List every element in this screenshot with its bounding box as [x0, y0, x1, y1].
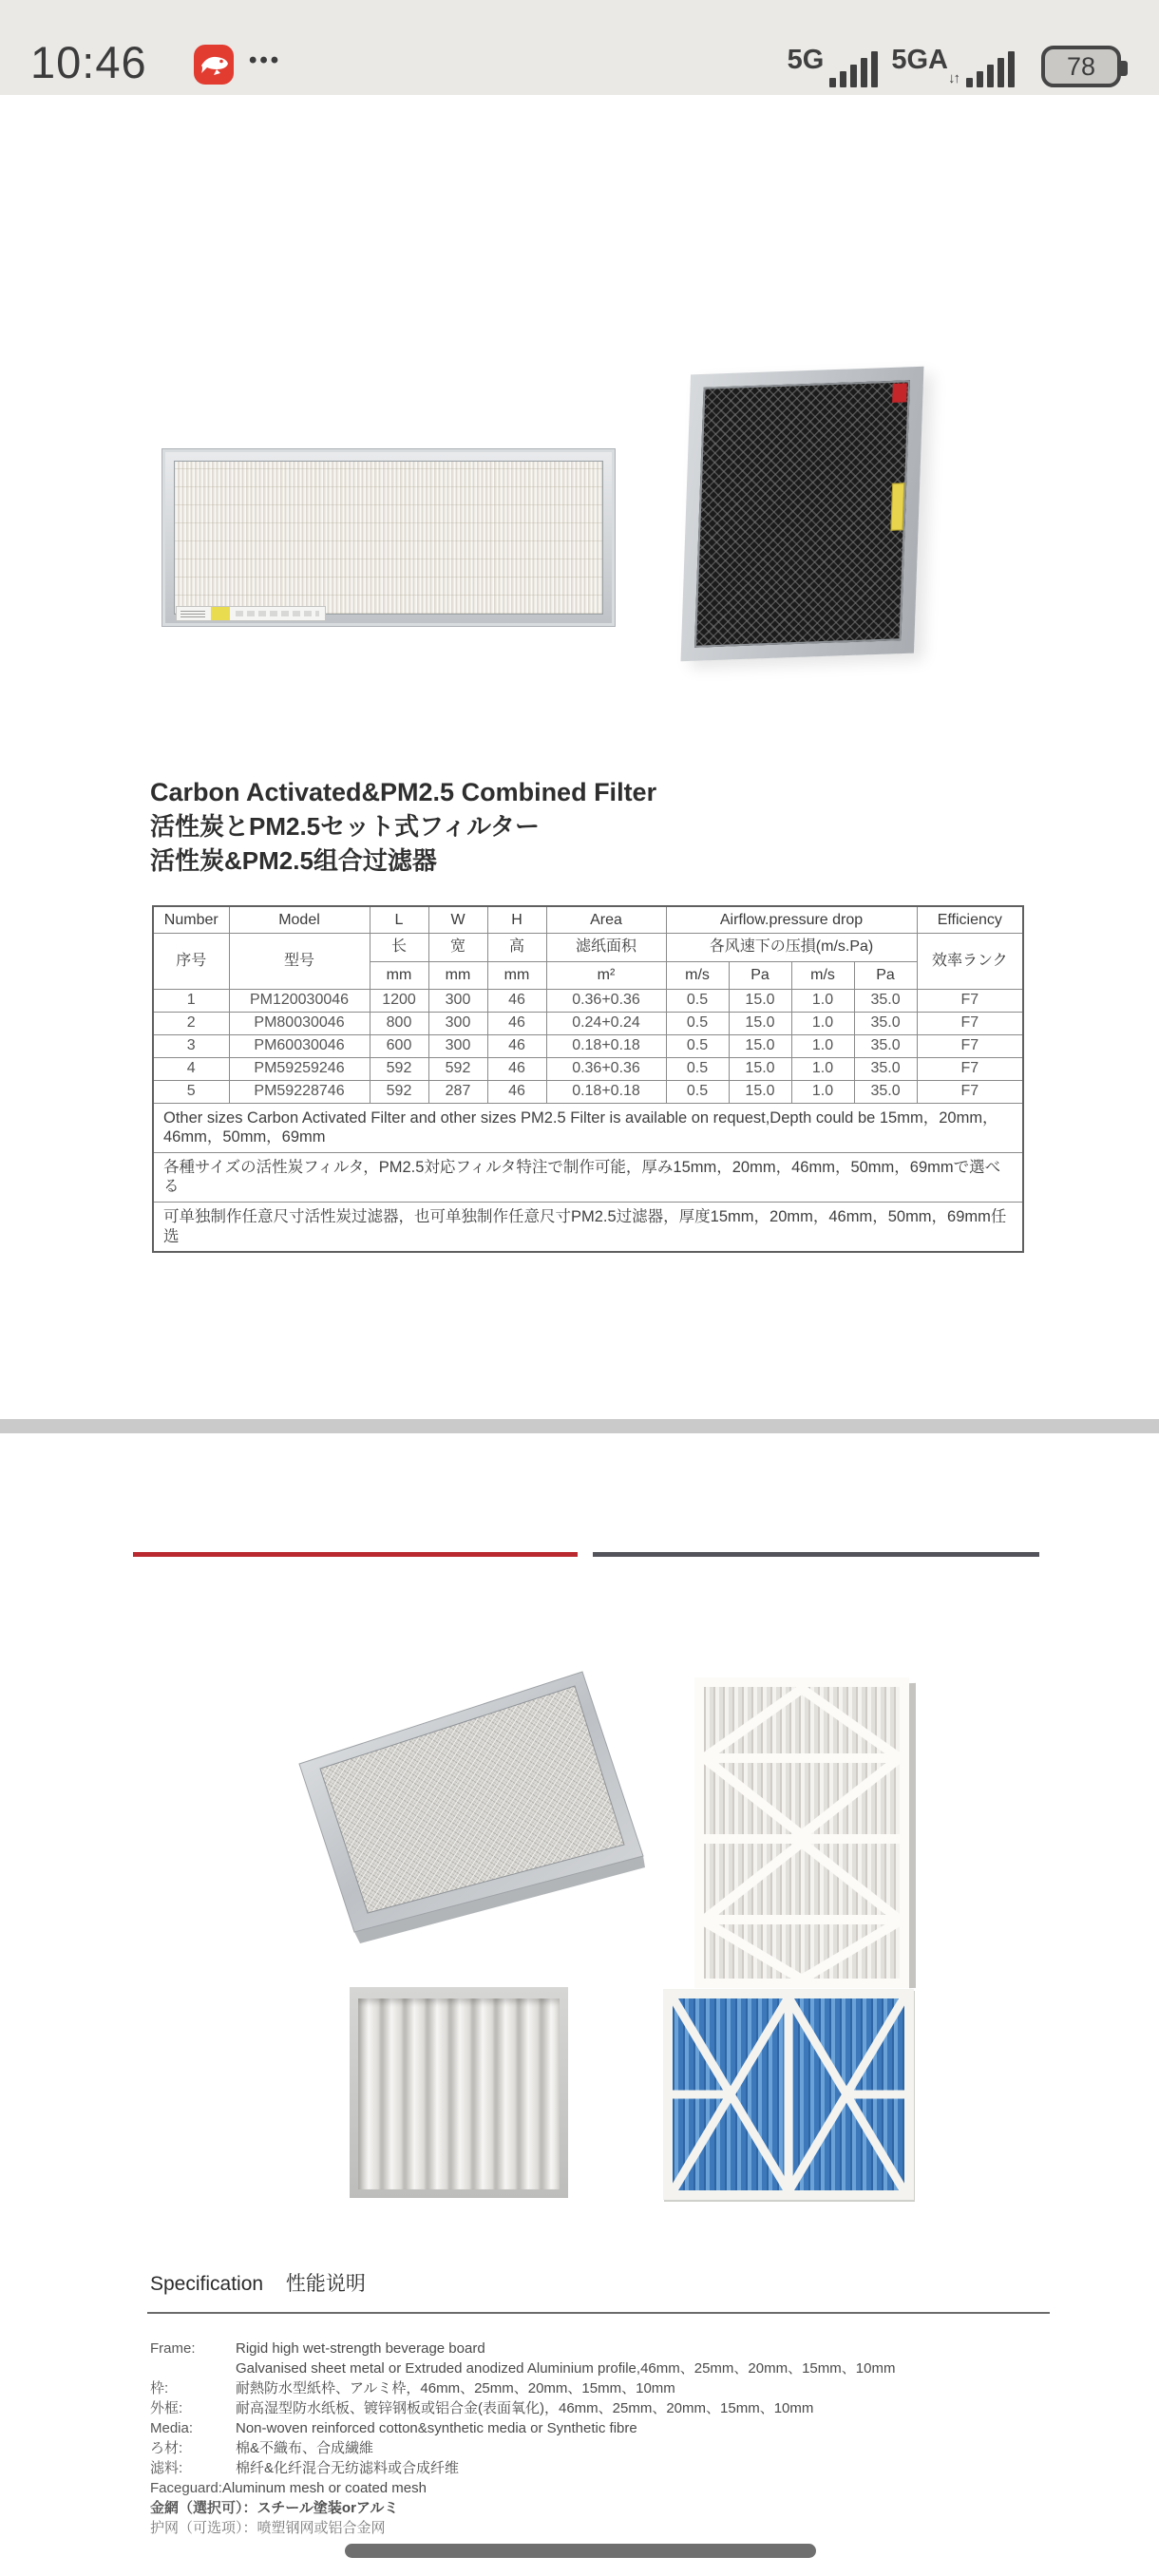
cell: F7: [917, 1034, 1023, 1057]
table-row: [153, 1034, 1023, 1057]
product-title-cn: 活性炭&PM2.5组合过滤器: [150, 846, 437, 875]
table-row: [153, 1012, 1023, 1034]
col-area-cjk: 滤纸面积: [546, 933, 666, 961]
sim2-signal-bars-icon: [966, 51, 1018, 87]
gray-pleated-filter-photo: [350, 1987, 568, 2198]
product-title-block: [150, 775, 656, 878]
cell: 1.0: [791, 1034, 854, 1057]
unit-mm: mm: [370, 961, 428, 989]
cell: 300: [428, 1012, 487, 1034]
spec-value: 喷塑钢网或铝合金网: [256, 2520, 386, 2536]
cell: 0.18+0.18: [546, 1080, 666, 1103]
cell: 46: [487, 989, 546, 1012]
status-bar: [0, 0, 1159, 95]
spec-label: 外框:: [150, 2400, 183, 2416]
col-model: Model: [229, 906, 370, 933]
truss-frame: [663, 1989, 914, 2200]
unit-ms: m/s: [666, 961, 729, 989]
col-airflow-cjk: 各风速下の压損(m/s.Pa): [666, 933, 917, 961]
carbon-mesh-face: [694, 380, 910, 647]
unit-mm: mm: [487, 961, 546, 989]
cell: 46: [487, 1012, 546, 1034]
cell: 15.0: [729, 1012, 791, 1034]
col-model-cjk: 型号: [229, 933, 370, 989]
cell: 0.5: [666, 989, 729, 1012]
col-efficiency: Efficiency: [917, 906, 1023, 933]
cell: 592: [370, 1057, 428, 1080]
cell: 4: [153, 1057, 229, 1080]
mesh-prefilter-shape: [280, 1664, 653, 1944]
cell: 600: [370, 1034, 428, 1057]
spec-row-frame: [150, 2339, 1081, 2358]
spec-value: Rigid high wet-strength beverage board: [236, 2340, 485, 2357]
note-cn: 可单独制作任意尺寸活性炭过滤器，也可单独制作任意尺寸PM2.5过滤器，厚度15mm，20mm，46mm，50mm，69mm任选: [153, 1203, 1023, 1253]
data-arrows-icon: ↓↑: [948, 70, 959, 86]
spec-value: 耐高湿型防水纸板、镀锌钢板或铝合金(表面氧化)，46mm、25mm、20mm、15mm、10mm: [236, 2400, 814, 2416]
cell: PM60030046: [229, 1034, 370, 1057]
table-header-row-en: [153, 906, 1023, 933]
product-title-en: Carbon Activated&PM2.5 Combined Filter: [150, 778, 657, 806]
specification-heading-en: Specification: [150, 2273, 264, 2295]
cell: PM59259246: [229, 1057, 370, 1080]
unit-pa: Pa: [854, 961, 917, 989]
cell: 0.5: [666, 1080, 729, 1103]
col-number: Number: [153, 906, 229, 933]
col-h-cjk: 高: [487, 933, 546, 961]
spec-row-lvliao: [150, 2458, 1081, 2478]
mesh-prefilter-photo: [280, 1664, 653, 1949]
cell: 1.0: [791, 1012, 854, 1034]
cell: 35.0: [854, 989, 917, 1012]
cell: 3: [153, 1034, 229, 1057]
sim2-network-label: 5GA: [891, 45, 948, 75]
cell: 35.0: [854, 1012, 917, 1034]
table-row: [153, 1080, 1023, 1103]
spec-label: 金網（選択可）：: [150, 2500, 257, 2516]
cell: 300: [428, 1034, 487, 1057]
dark-accent-line: [593, 1552, 1039, 1557]
table-header-row-cjk: [153, 933, 1023, 961]
unit-mm: mm: [428, 961, 487, 989]
cell: 46: [487, 1034, 546, 1057]
spec-value: Aluminum mesh or coated mesh: [221, 2480, 427, 2496]
table-row: [153, 1057, 1023, 1080]
fish-icon: [198, 52, 230, 77]
col-w-cjk: 宽: [428, 933, 487, 961]
cell: 5: [153, 1080, 229, 1103]
heading-underline: [147, 2312, 1050, 2314]
cell: PM59228746: [229, 1080, 370, 1103]
red-accent-line: [133, 1552, 578, 1557]
spec-label: Frame:: [150, 2340, 196, 2357]
cell: 1.0: [791, 1057, 854, 1080]
cell: 15.0: [729, 989, 791, 1012]
note-en: Other sizes Carbon Activated Filter and other sizes PM2.5 Filter is available on request,Depth could be 15mm，20mm，46mm，50mm，69mm: [153, 1103, 1023, 1152]
home-indicator-bar[interactable]: [345, 2544, 816, 2558]
table-row: [153, 989, 1023, 1012]
cell: PM120030046: [229, 989, 370, 1012]
spec-value: 棉&不織布、合成繊維: [236, 2440, 374, 2456]
unit-pa: Pa: [729, 961, 791, 989]
table-note-row: [153, 1203, 1023, 1253]
spec-row-kanaami: [150, 2498, 1081, 2518]
cell: 300: [428, 989, 487, 1012]
fish-app-icon: [194, 45, 234, 85]
specification-heading-cn: 性能说明: [285, 2273, 366, 2295]
filter-pleats: [174, 461, 603, 615]
cell: 287: [428, 1080, 487, 1103]
white-pleated-filter-photo: [694, 1677, 909, 1988]
note-jp: 各種サイズの活性炭フィルタ，PM2.5対応フィルタ特注で制作可能，厚み15mm，20mm，46mm，50mm，69mmで選べる: [153, 1152, 1023, 1202]
spec-row-frame2: [150, 2358, 1081, 2378]
cell: 0.36+0.36: [546, 989, 666, 1012]
spec-label: 护网（可选项）：: [150, 2520, 257, 2536]
col-l: L: [370, 906, 428, 933]
cell: 0.18+0.18: [546, 1034, 666, 1057]
filter-label-sticker: [176, 606, 326, 621]
cell: F7: [917, 1012, 1023, 1034]
clock-time: 10:46: [30, 37, 147, 87]
spec-row-huwang: [150, 2518, 1081, 2538]
cell: 0.5: [666, 1012, 729, 1034]
filter-spec-table: [152, 905, 1024, 1253]
sim1-network-label: 5G: [787, 45, 825, 75]
product-title-jp: 活性炭とPM2.5セット式フィルター: [150, 812, 541, 841]
more-dots-icon: •••: [249, 47, 282, 73]
cell: 592: [428, 1057, 487, 1080]
cell: 46: [487, 1057, 546, 1080]
spec-label: ろ材:: [150, 2440, 183, 2456]
col-l-cjk: 长: [370, 933, 428, 961]
spec-value: スチール塗装orアルミ: [256, 2500, 399, 2516]
filter-side-edge: [909, 1683, 916, 1988]
cell: 35.0: [854, 1080, 917, 1103]
sim1-signal-bars-icon: [829, 51, 882, 87]
col-h: H: [487, 906, 546, 933]
cell: 0.24+0.24: [546, 1012, 666, 1034]
spec-row-media: [150, 2418, 1081, 2438]
cell: F7: [917, 989, 1023, 1012]
blue-pleated-filter-photo: [663, 1989, 914, 2200]
col-w: W: [428, 906, 487, 933]
col-efficiency-cjk: 效率ランク: [917, 933, 1023, 989]
cell: 800: [370, 1012, 428, 1034]
spec-value: 棉纤&化纤混合无纺滤料或合成纤维: [236, 2460, 460, 2476]
spec-value: 耐熱防水型紙枠、アルミ枠，46mm、25mm、20mm、15mm、10mm: [236, 2380, 675, 2396]
unit-ms: m/s: [791, 961, 854, 989]
carbon-filter-photo: [681, 367, 924, 661]
spec-label: 枠:: [150, 2380, 169, 2396]
spec-row-waikuang: [150, 2398, 1081, 2418]
cell: 35.0: [854, 1034, 917, 1057]
specification-heading: [150, 2268, 366, 2297]
specification-list: [150, 2339, 1081, 2538]
cell: 1.0: [791, 1080, 854, 1103]
status-bar-right: [788, 38, 1121, 87]
spec-label: [150, 2358, 236, 2378]
red-logo-tag: [892, 383, 907, 403]
cell: 0.5: [666, 1034, 729, 1057]
cell: 2: [153, 1012, 229, 1034]
pleated-panel-filter-photo: [162, 448, 616, 627]
filter-pleats: [358, 1998, 560, 2189]
cell: PM80030046: [229, 1012, 370, 1034]
page-divider-band: [0, 1419, 1159, 1433]
cell: 0.36+0.36: [546, 1057, 666, 1080]
cell: 15.0: [729, 1080, 791, 1103]
spec-row-faceguard: [150, 2478, 1081, 2498]
spec-label: Faceguard:: [150, 2480, 222, 2496]
col-number-cjk: 序号: [153, 933, 229, 989]
cell: 15.0: [729, 1034, 791, 1057]
cell: 1200: [370, 989, 428, 1012]
cell: 0.5: [666, 1057, 729, 1080]
col-airflow: Airflow.pressure drop: [666, 906, 917, 933]
table-note-row: [153, 1152, 1023, 1202]
cell: 46: [487, 1080, 546, 1103]
cell: 592: [370, 1080, 428, 1103]
battery-percent: 78: [1066, 51, 1096, 81]
cell: 35.0: [854, 1057, 917, 1080]
unit-m2: m²: [546, 961, 666, 989]
cell: 1: [153, 989, 229, 1012]
col-area: Area: [546, 906, 666, 933]
battery-icon: [1041, 46, 1121, 87]
cell: 1.0: [791, 989, 854, 1012]
spec-value: Galvanised sheet metal or Extruded anodized Aluminium profile,46mm、25mm、20mm、15mm、10mm: [236, 2360, 896, 2377]
yellow-label-tag: [890, 483, 904, 530]
table-note-row: [153, 1103, 1023, 1152]
spec-row-rozai: [150, 2438, 1081, 2458]
cell: F7: [917, 1080, 1023, 1103]
spec-label: Media:: [150, 2420, 194, 2436]
spec-label: 滤料:: [150, 2460, 183, 2476]
cell: F7: [917, 1057, 1023, 1080]
spec-value: Non-woven reinforced cotton&synthetic media or Synthetic fibre: [236, 2420, 637, 2436]
spec-row-waku: [150, 2378, 1081, 2398]
cell: 15.0: [729, 1057, 791, 1080]
truss-frame: [694, 1677, 909, 1988]
